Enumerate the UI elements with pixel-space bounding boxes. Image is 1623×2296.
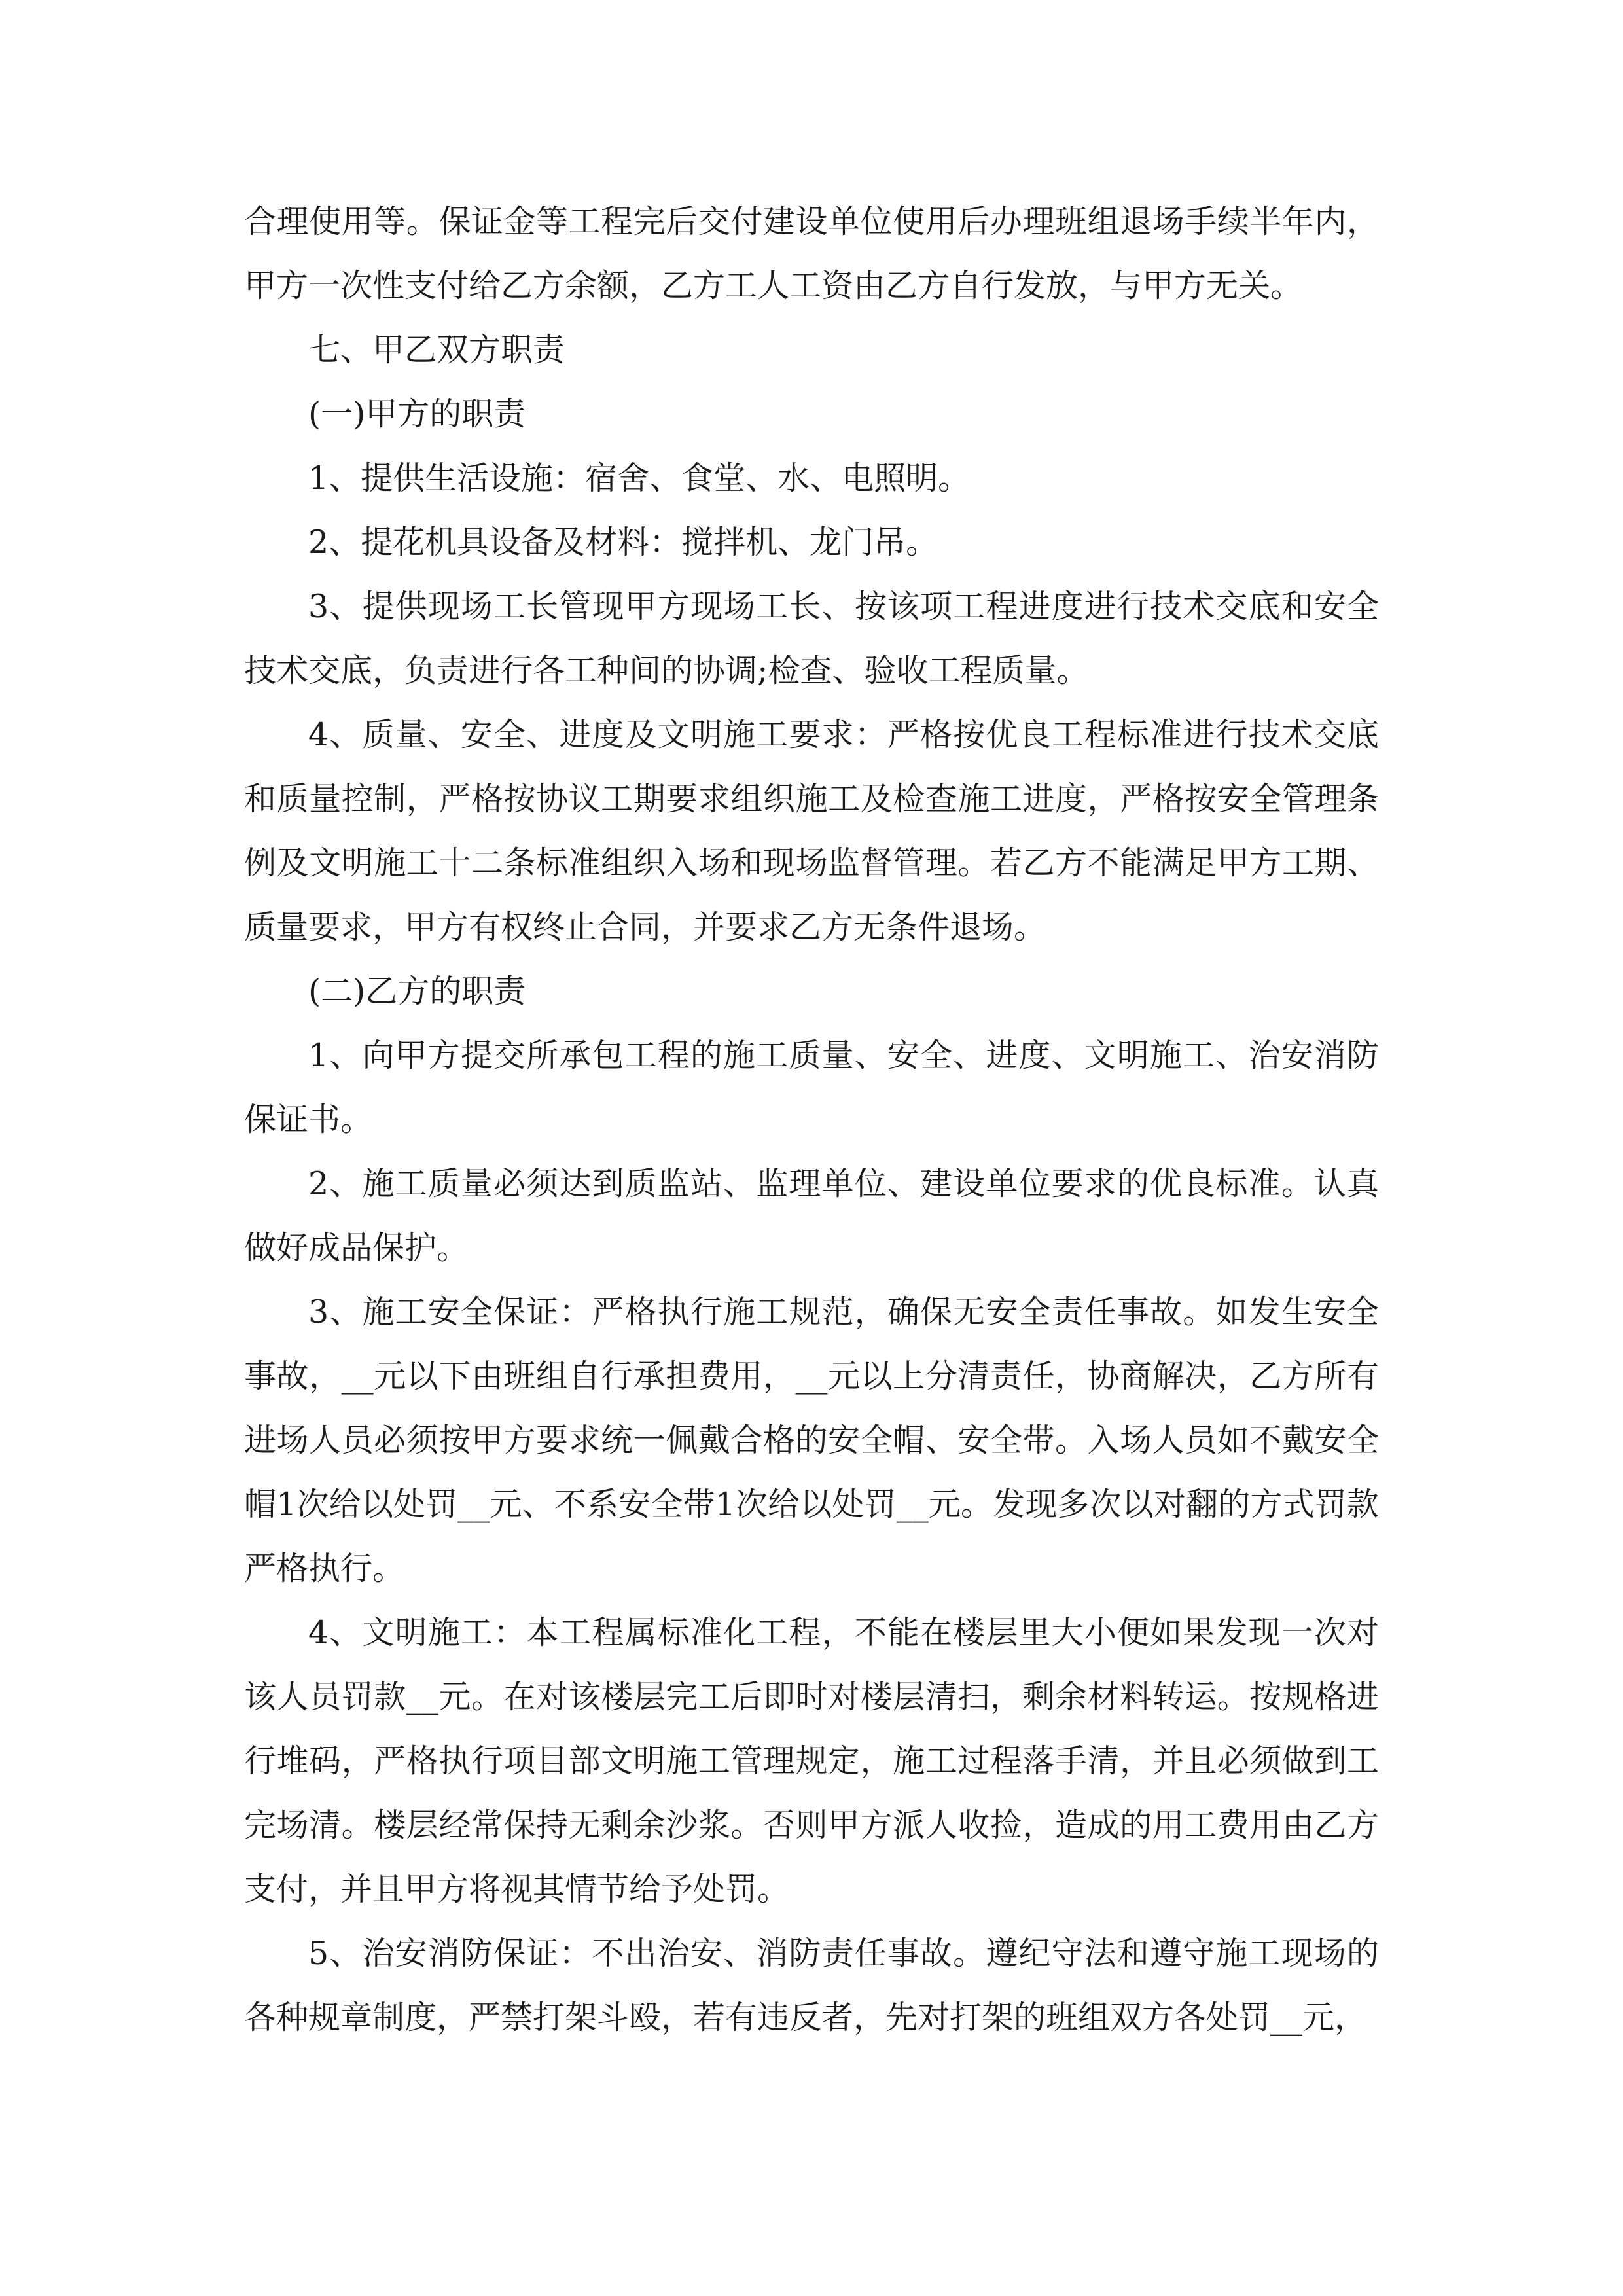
party-a-item-2: 2、提花机具设备及材料：搅拌机、龙门吊。 [308, 524, 938, 561]
party-b-item-1: 1、向甲方提交所承包工程的施工质量、安全、进度、文明施工、治安消防保证书。 [244, 1037, 1379, 1138]
subheading-party-b: (二)乙方的职责 [308, 973, 526, 1010]
party-a-item-1: 1、提供生活设施：宿舍、食堂、水、电照明。 [308, 459, 971, 497]
party-b-item-3: 3、施工安全保证：严格执行施工规范，确保无安全责任事故。如发生安全事故，__元以下由班组自行承担费用，__元以上分清责任，协商解决，乙方所有进场人员必须按甲方要求统一佩戴合格的安全帽、安全带。入场人员如不戴安全帽1次给以处罚__元、不系安全带1次给以处罚__元。发现多次以对翻的方式罚款严格执行。 [244, 1293, 1379, 1587]
party-a-item-3: 3、提供现场工长管现甲方现场工长、按该项工程进度进行技术交底和安全技术交底，负责进行各工种间的协调;检查、验收工程质量。 [244, 588, 1379, 689]
subheading-party-a: (一)甲方的职责 [308, 395, 526, 433]
section-heading-responsibilities: 七、甲乙双方职责 [308, 331, 565, 368]
party-a-item-4: 4、质量、安全、进度及文明施工要求：严格按优良工程标准进行技术交底和质量控制，严格按协议工期要求组织施工及检查施工进度，严格按安全管理条例及文明施工十二条标准组织入场和现场监督管理。若乙方不能满足甲方工期、质量要求，甲方有权终止合同，并要求乙方无条件退场。 [244, 716, 1379, 946]
paragraph-payment: 合理使用等。保证金等工程完后交付建设单位使用后办理班组退场手续半年内，甲方一次性支付给乙方余额，乙方工人工资由乙方自行发放，与甲方无关。 [244, 203, 1379, 304]
party-b-item-4: 4、文明施工：本工程属标准化工程，不能在楼层里大小便如果发现一次对该人员罚款__元。在对该楼层完工后即时对楼层清扫，剩余材料转运。按规格进行堆码，严格执行项目部文明施工管理规定，施工过程落手清，并且必须做到工完场清。楼层经常保持无剩余沙浆。否则甲方派人收捡，造成的用工费用由乙方支付，并且甲方将视其情节给予处罚。 [244, 1614, 1379, 1908]
party-b-item-5: 5、治安消防保证：不出治安、消防责任事故。遵纪守法和遵守施工现场的各种规章制度，严禁打架斗殴，若有违反者，先对打架的班组双方各处罚__元， [244, 1935, 1379, 2036]
party-b-item-2: 2、施工质量必须达到质监站、监理单位、建设单位要求的优良标准。认真做好成品保护。 [244, 1165, 1379, 1266]
document-body [244, 190, 1379, 2050]
